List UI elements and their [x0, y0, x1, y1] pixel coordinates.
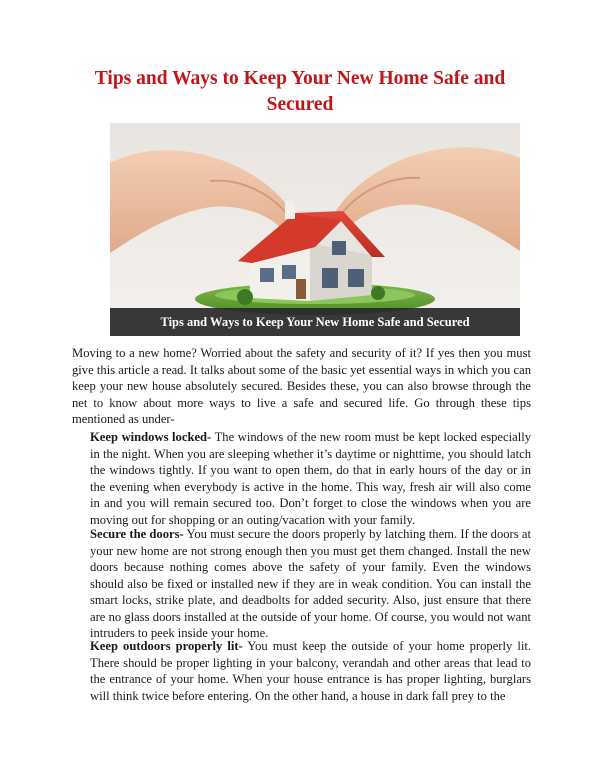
tip-text: The windows of the new room must be kept locked especially in the night. When you are sleeping whether it’s daytime or nighttime, you should latch the windows tightly. If you want to open them, do that in early hours of the day or in the evening when everybody is active in the home. This way, fresh air will also come in and you will remain secured too. Don’t forget to close the windows when you are moving out for shopping or an outing/vacation with your family. — [90, 430, 531, 527]
tip-text: You must secure the doors properly by latching them. If the doors at your new home are not strong enough then you must get them changed. Install the new doors because nothing comes above the safety of your family. Even the windows should also be fixed or installed new if they are in weak condition. You can install the smart locks, strike plate, and deadbolts for added security. Also, just ensure that there are no glass doors installed at the outside of your home. Of course, you would not want intruders to peek inside your home. — [90, 527, 531, 640]
tip-keep-outdoors-lit — [90, 638, 531, 704]
hero-image — [110, 123, 520, 336]
intro-paragraph: Moving to a new home? Worried about the safety and security of it? If yes then you must give this article a read. It talks about some of the basic yet essential ways in which you can keep your new house absolutely secured. Besides these, you can also browse through the net to know about more ways to live a safe and secured life. Go through these tips mentioned as under- — [72, 346, 531, 426]
hands-house-illustration — [110, 123, 520, 336]
page-title: Tips and Ways to Keep Your New Home Safe and Secured — [94, 68, 506, 115]
tip-keep-windows-locked — [90, 429, 531, 528]
tip-heading: Secure the doors- — [90, 527, 184, 541]
tip-heading: Keep outdoors properly lit- — [90, 639, 243, 653]
tip-text: You must keep the outside of your home properly lit. There should be proper lighting in your balcony, verandah and other areas that lead to the entrance of your home. When your house entrance is has proper lighting, burglars will think twice before entering. On the other hand, a house in dark fall prey to the — [90, 639, 531, 703]
hero-caption: Tips and Ways to Keep Your New Home Safe and Secured — [110, 308, 520, 336]
tip-heading: Keep windows locked- — [90, 430, 212, 444]
tip-secure-the-doors — [90, 526, 531, 642]
